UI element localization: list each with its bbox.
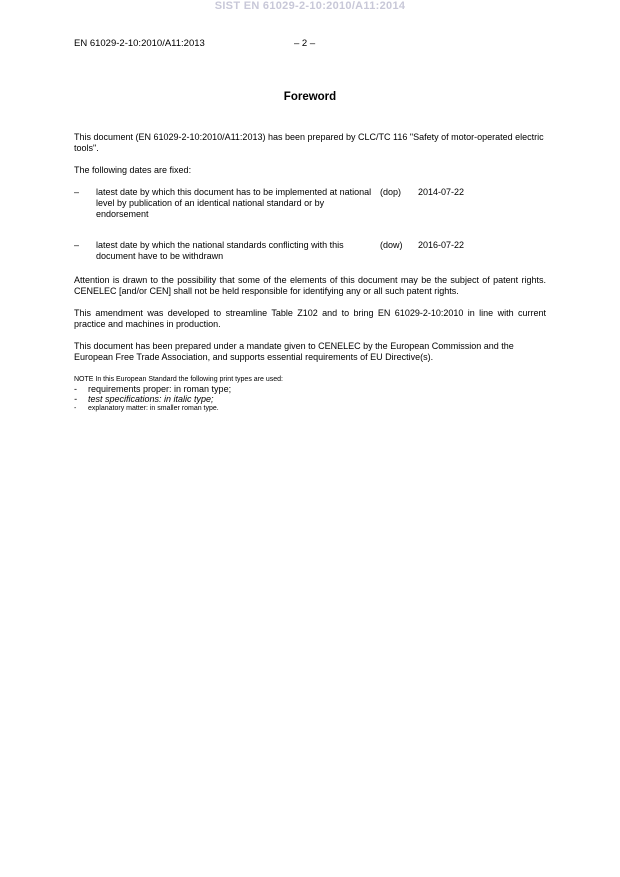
note-bullet: - — [74, 405, 77, 412]
date-value: 2016-07-22 — [418, 240, 465, 250]
date-item-dop — [74, 187, 546, 231]
note-bullet: - — [74, 384, 77, 394]
note-heading: NOTE In this European Standard the following print types are used: — [74, 376, 283, 383]
mandate-paragraph: This document has been prepared under a mandate given to CENELEC by the European Commission and the European Free Trade Association, and supports essential requirements of EU Directive(s). — [74, 341, 514, 362]
list-dash: – — [74, 240, 80, 250]
page-number: – 2 – — [294, 38, 316, 49]
note-item-text: explanatory matter: in smaller roman type. — [88, 405, 219, 412]
date-abbreviation: (dow) — [380, 240, 403, 250]
note-bullet: - — [74, 394, 77, 404]
date-item-dow — [74, 240, 546, 262]
note-item-small — [74, 404, 546, 413]
standard-reference: EN 61029-2-10:2010/A11:2013 — [74, 38, 205, 49]
note-item-italic — [74, 394, 546, 404]
document-body — [74, 90, 546, 413]
date-abbreviation: (dop) — [380, 187, 402, 197]
list-dash: – — [74, 187, 80, 197]
page-title: Foreword — [283, 91, 337, 103]
print-types-note — [74, 376, 546, 413]
note-item-text: test specifications: in italic type; — [88, 394, 214, 404]
patent-paragraph: Attention is drawn to the possibility that some of the elements of this document may be the subject of patent rights. CENELEC [and/or CEN] shall not be held responsible for identifying any or all such patent rights. — [74, 275, 546, 296]
date-description: latest date by which this document has to be implemented at national level by publication of an identical national standard or by endorsement — [96, 187, 372, 219]
note-item-roman — [74, 384, 546, 394]
amendment-paragraph: This amendment was developed to streamline Table Z102 and to bring EN 61029-2-10:2010 in line with current practice and machines in production. — [74, 308, 546, 329]
note-item-text: requirements proper: in roman type; — [88, 384, 232, 394]
dates-intro: The following dates are fixed: — [74, 165, 192, 175]
watermark: SIST EN 61029-2-10:2010/A11:2014 — [214, 0, 406, 12]
intro-paragraph: This document (EN 61029-2-10:2010/A11:2013) has been prepared by CLC/TC 116 "Safety of motor-operated electric tools". — [74, 132, 544, 153]
date-description: latest date by which the national standards conflicting with this document have to be withdrawn — [96, 240, 344, 261]
date-value: 2014-07-22 — [418, 187, 465, 197]
